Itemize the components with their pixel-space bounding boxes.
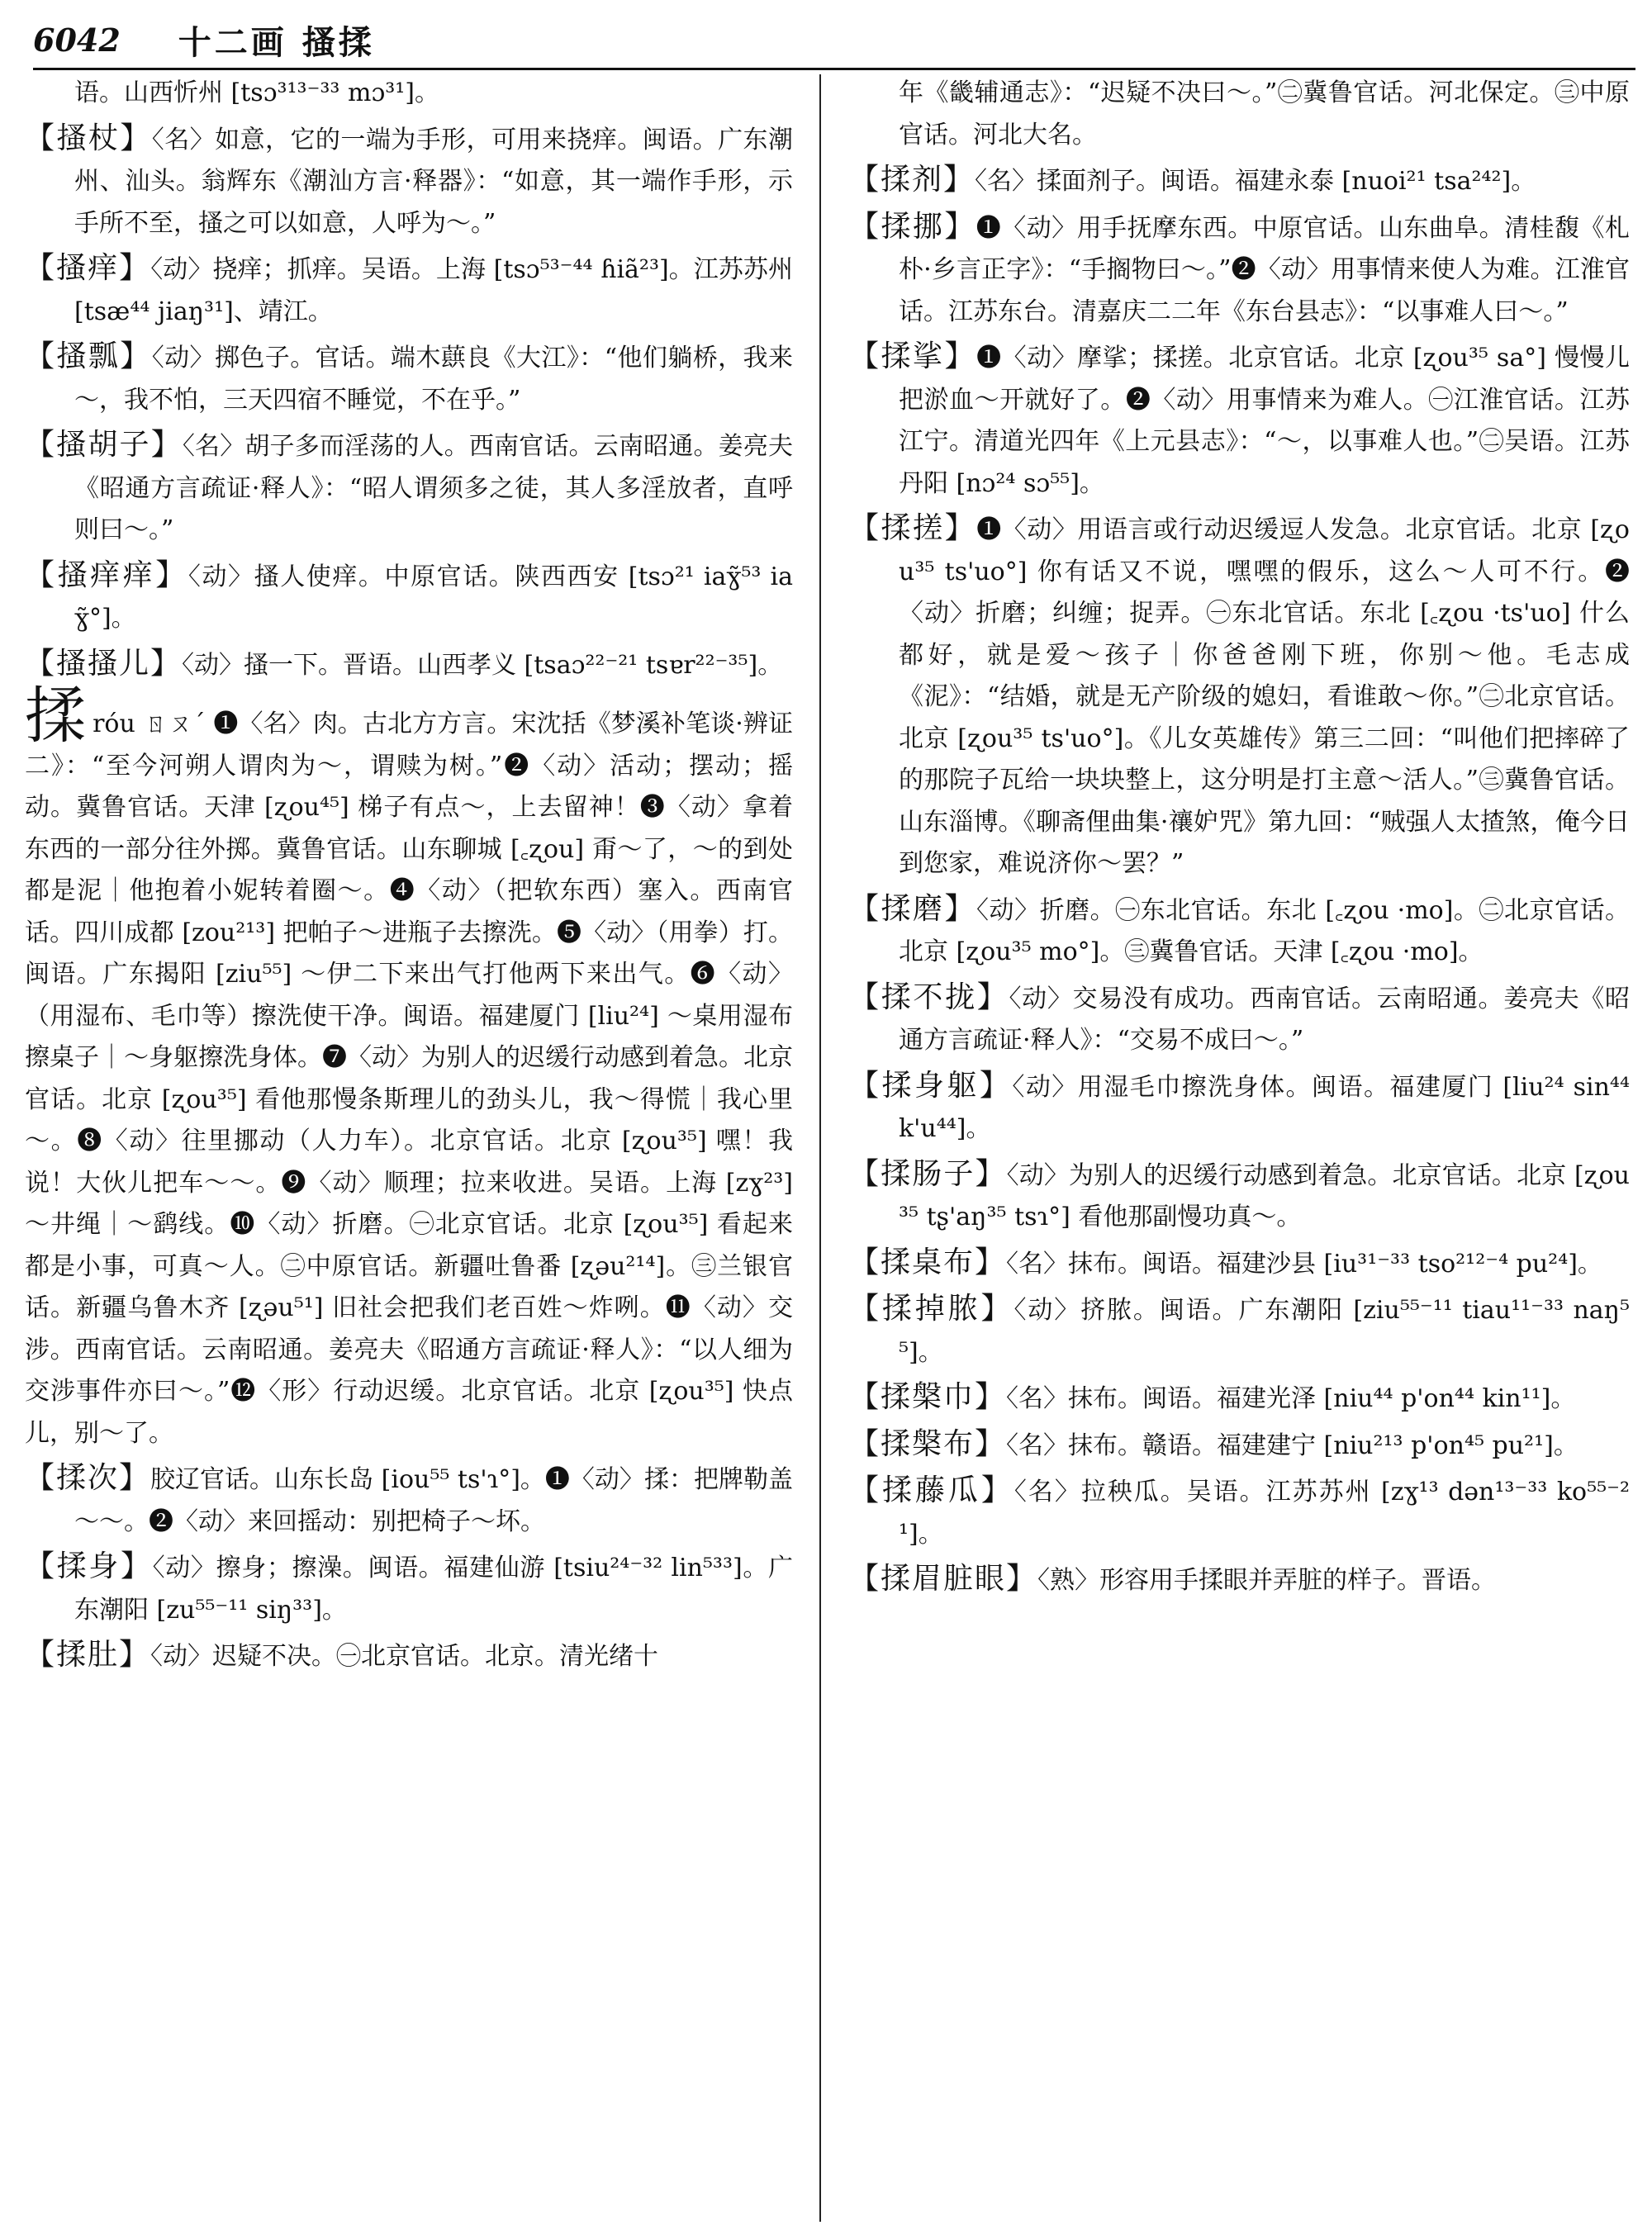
entry-headword: 【搔痒痒】 xyxy=(25,558,188,592)
entry-definition: 〈动〉挤脓。闽语。广东潮阳 [ziu⁵⁵⁻¹¹ tiau¹¹⁻³³ naŋ⁵⁵]。 xyxy=(899,1296,1630,1367)
entry-definition: 〈动〉搔人使痒。中原官话。陕西西安 [tsɔ²¹ iaɣ̃⁵³ iaɣ̃°]。 xyxy=(74,562,793,633)
dictionary-entry xyxy=(849,1154,1630,1239)
entry-headword: 【揉次】 xyxy=(25,1461,151,1495)
page-number: 6042 xyxy=(33,21,121,59)
dictionary-entry xyxy=(25,1546,793,1631)
entry-headword: 【揉眉脏眼】 xyxy=(849,1562,1038,1596)
entry-definition: 〈动〉挠痒；抓痒。吴语。上海 [tsɔ⁵³⁻⁴⁴ ɦiã²³]。江苏苏州 [tsæ⁴⁴ jiaŋ³¹]、靖江。 xyxy=(74,255,793,326)
dictionary-entry xyxy=(849,336,1630,505)
entry-definition: 〈动〉交易没有成功。西南官话。云南昭通。姜亮夫《昭通方言疏证·释人》：“交易不成曰～。” xyxy=(899,984,1630,1055)
entry-headword: 【搔搔儿】 xyxy=(25,646,183,681)
right-column xyxy=(849,73,1630,2220)
dictionary-entry xyxy=(849,159,1630,203)
dictionary-entry xyxy=(849,1424,1630,1468)
entry-definition: 〈名〉抹布。闽语。福建光泽 [niu⁴⁴ p'on⁴⁴ kin¹¹]。 xyxy=(1006,1384,1576,1413)
entry-headword: 【揉磨】 xyxy=(849,891,977,926)
entry-definition: 〈名〉抹布。闽语。福建沙县 [iu³¹⁻³³ tso²¹²⁻⁴ pu²⁴]。 xyxy=(1006,1249,1602,1279)
dictionary-entry xyxy=(25,336,793,421)
entry-definition: 年《畿辅通志》：“迟疑不决曰～。”㊁冀鲁官话。河北保定。㊂中原官话。河北大名。 xyxy=(899,78,1630,149)
entry-headword: 【揉槃巾】 xyxy=(849,1380,1007,1414)
entry-definition: 〈名〉揉面剂子。闽语。福建永泰 [nuoi²¹ tsa²⁴²]。 xyxy=(975,167,1536,196)
entry-headword: 【揉肚】 xyxy=(25,1638,151,1672)
dictionary-entry xyxy=(849,889,1630,974)
running-title: 十二画 搔揉 xyxy=(178,23,375,62)
entry-headword: 【搔痒】 xyxy=(25,251,151,285)
entry-headword: 【揉掉脓】 xyxy=(849,1292,1014,1326)
entry-headword: 【揉挪】 xyxy=(849,209,976,244)
entry-definition: 〈动〉用湿毛巾擦洗身体。闽语。福建厦门 [liu²⁴ sin⁴⁴ k'u⁴⁴]。 xyxy=(899,1072,1630,1143)
entry-definition: ❶〈动〉用手抚摩东西。中原官话。山东曲阜。清桂馥《札朴·乡言正字》：“手搁物曰～。”❷〈动〉用事情来使人为难。江淮官话。江苏东台。清嘉庆二二年《东台县志》：“以事难人曰～。” xyxy=(899,213,1630,326)
dictionary-entry xyxy=(25,1458,793,1543)
entry-definition: ❶〈动〉用语言或行动迟缓逗人发急。北京官话。北京 [ʐou³⁵ ts'uo°] 你有话又不说，嘿嘿的假乐，这么～人可不行。❷〈动〉折磨；纠缠；捉弄。㊀东北官话。东北 [꜀ʐou ·ts'uo] 什么都好，就是爱～孩子｜你爸爸刚下班，你别～他。毛志成《泥》：“结婚，就是无产阶级的媳妇，看谁敢～你。”㊁北京官话。北京 [ʐou³⁵ ts'uo°]。《儿女英雄传》第三二回：“叫他们把摔碎了的那院子瓦给一块块整上，这分明是打主意～活人。”㊂冀鲁官话。山东淄博。《聊斋俚曲集·禳妒咒》第九回：“贼强人太揸煞，俺今日到您家，难说济你～罢？” xyxy=(899,515,1630,878)
main-headword: 揉 xyxy=(25,681,87,752)
dictionary-entry xyxy=(25,1635,793,1678)
entry-definition: ❶〈动〉摩挲；揉搓。北京官话。北京 [ʐou³⁵ sa°] 慢慢儿把淤血～开就好了。❷〈动〉用事情来为难人。㊀江淮官话。江苏江宁。清道光四年《上元县志》：“～，以事难人也。”㊁吴语。江苏丹阳 [nɔ²⁴ sɔ⁵⁵]。 xyxy=(899,344,1630,498)
entry-definition: 〈动〉搔一下。晋语。山西孝义 [tsaɔ²²⁻²¹ tsɐr²²⁻³⁵]。 xyxy=(182,650,783,680)
entry-headword: 【揉身】 xyxy=(25,1549,153,1583)
dictionary-entry xyxy=(849,1242,1630,1286)
entry-definition: 〈名〉如意，它的一端为手形，可用来挠痒。闽语。广东潮州、汕头。翁辉东《潮汕方言·释器》：“如意，其一端作手形，示手所不至，搔之可以如意，人呼为～。” xyxy=(74,125,793,238)
entry-definition: 胶辽官话。山东长岛 [iou⁵⁵ ts'ɿ°]。❶〈动〉揉：把牌勒盖～～。❷〈动〉来回摇动：别把椅子～坏。 xyxy=(74,1465,793,1536)
entry-headword: 【揉藤瓜】 xyxy=(849,1473,1014,1507)
dictionary-entry xyxy=(849,206,1630,334)
dictionary-entry xyxy=(849,1377,1630,1421)
entry-headword: 【揉挲】 xyxy=(849,339,977,373)
continued-text xyxy=(849,73,1630,156)
page-header xyxy=(33,12,1635,70)
entry-headword: 【揉搓】 xyxy=(849,511,977,545)
dictionary-entry xyxy=(849,508,1630,885)
entry-definition: 语。山西忻州 [tsɔ³¹³⁻³³ mɔ³¹]。 xyxy=(74,78,440,107)
dictionary-entry xyxy=(849,1470,1630,1555)
entry-definition: róu ㄖㄡˊ ❶〈名〉肉。古北方方言。宋沈括《梦溪补笔谈·辨证二》：“至今河朔人谓肉为～，谓赎为树。”❷〈动〉活动；摆动；摇动。冀鲁官话。天津 [ʐou⁴⁵] 梯子有点～，上去留神！❸〈动〉拿着东西的一部分往外掷。冀鲁官话。山东聊城 [꜀ʐou] 甭～了，～的到处都是泥｜他抱着小妮转着圈～。❹〈动〉（把软东西）塞入。西南官话。四川成都 [zou²¹³] 把帕子～进瓶子去擦洗。❺〈动〉（用拳）打。闽语。广东揭阳 [ziu⁵⁵] ～伊二下来出气打他两下来出气。❻〈动〉（用湿布、毛巾等）擦洗使干净。闽语。福建厦门 [liu²⁴] ～桌用湿布擦桌子｜～身躯擦洗身体。❼〈动〉为别人的迟缓行动感到着急。北京官话。北京 [ʐou³⁵] 看他那慢条斯理儿的劲头儿，我～得慌｜我心里～。❽〈动〉往里挪动（人力车）。北京官话。北京 [ʐou³⁵] 嘿！我说！大伙儿把车～～。❾〈动〉顺理；拉来收进。吴语。上海 [zɣ²³] ～井绳｜～鹞线。❿〈动〉折磨。㊀北京官话。北京 [ʐou³⁵] 看起来都是小事，可真～人。㊁中原官话。新疆吐鲁番 [ʐəu²¹⁴]。㊂兰银官话。新疆乌鲁木齐 [ʐəu⁵¹] 旧社会把我们老百姓～炸咧。⓫〈动〉交涉。西南官话。云南昭通。姜亮夫《昭通方言疏证·释人》：“以人细为交涉事件亦曰～。”⓬〈形〉行动迟缓。北京官话。北京 [ʐou³⁵] 快点儿，别～了。 xyxy=(25,709,793,1448)
dictionary-entry xyxy=(25,681,793,1454)
dictionary-entry xyxy=(849,1288,1630,1374)
entry-headword: 【揉不拢】 xyxy=(849,980,1009,1014)
entry-headword: 【搔杖】 xyxy=(25,121,152,155)
dictionary-entry xyxy=(25,425,793,552)
column-divider xyxy=(819,74,821,2222)
dictionary-entry xyxy=(25,248,793,333)
entry-definition: 〈熟〉形容用手揉眼并弄脏的样子。晋语。 xyxy=(1037,1566,1497,1595)
entry-headword: 【揉身躯】 xyxy=(849,1068,1013,1103)
entry-definition: 〈名〉拉秧瓜。吴语。江苏苏州 [zɣ¹³ dən¹³⁻³³ ko⁵⁵⁻²¹]。 xyxy=(899,1478,1630,1549)
entry-headword: 【揉肠子】 xyxy=(849,1156,1007,1191)
entry-definition: 〈名〉胡子多而淫荡的人。西南官话。云南昭通。姜亮夫《昭通方言疏证·释人》：“昭人谓须多之徒，其人多淫放者，直呼则曰～。” xyxy=(74,432,793,544)
entry-definition: 〈动〉折磨。㊀东北官话。东北 [꜀ʐou ·mo]。㊁北京官话。北京 [ʐou³⁵ mo°]。㊂冀鲁官话。天津 [꜀ʐou ·mo]。 xyxy=(899,895,1630,966)
continued-text xyxy=(25,73,793,115)
entry-headword: 【揉剂】 xyxy=(849,163,976,197)
entry-headword: 【揉桌布】 xyxy=(849,1245,1007,1279)
entry-headword: 【搔胡子】 xyxy=(25,428,183,462)
entry-definition: 〈动〉迟疑不决。㊀北京官话。北京。清光绪十 xyxy=(150,1642,659,1671)
dictionary-entry xyxy=(25,643,793,687)
dictionary-entry xyxy=(25,118,793,245)
dictionary-entry xyxy=(849,1559,1630,1602)
dictionary-entry xyxy=(25,555,793,640)
entry-definition: 〈动〉擦身；擦澡。闽语。福建仙游 [tsiu²⁴⁻³² lin⁵³³]。广东潮阳 [zu⁵⁵⁻¹¹ siŋ³³]。 xyxy=(74,1554,793,1625)
dictionary-entry xyxy=(849,977,1630,1062)
entry-definition: 〈动〉掷色子。官话。端木蕻良《大江》：“他们躺桥，我来～，我不怕，三天四宿不睡觉，不在乎。” xyxy=(74,344,793,415)
dictionary-entry xyxy=(849,1065,1630,1151)
left-column xyxy=(25,73,793,2220)
entry-headword: 【搔瓢】 xyxy=(25,339,152,373)
entry-definition: 〈名〉抹布。赣语。福建建宁 [niu²¹³ p'on⁴⁵ pu²¹]。 xyxy=(1006,1431,1578,1460)
entry-headword: 【揉槃布】 xyxy=(849,1426,1007,1461)
entry-definition: 〈动〉为别人的迟缓行动感到着急。北京官话。北京 [ʐou³⁵ tʂ'aŋ³⁵ tsɿ°] 看他那副慢功真～。 xyxy=(899,1160,1630,1231)
